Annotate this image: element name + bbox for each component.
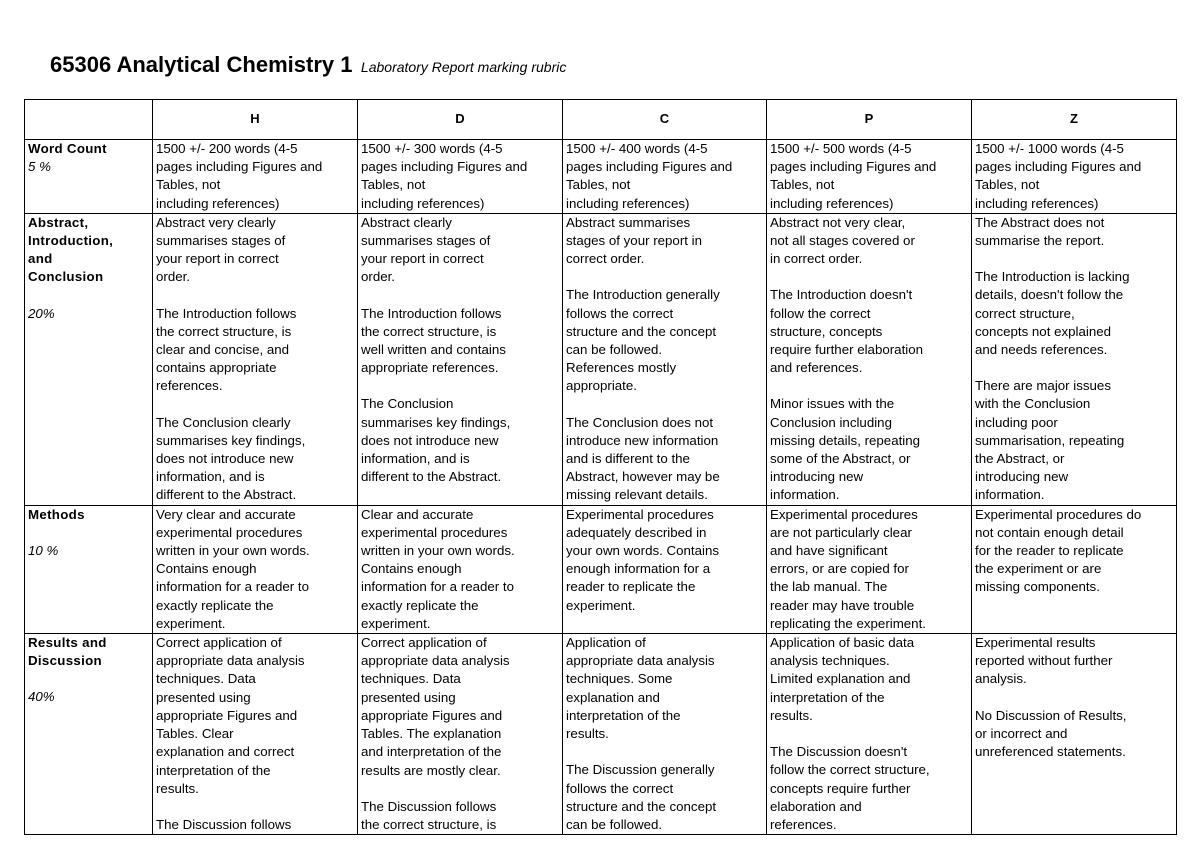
grade-header-h: H xyxy=(153,100,358,140)
rubric-row-word-count xyxy=(25,140,1177,214)
document-title: 65306 Analytical Chemistry 1 xyxy=(50,52,353,77)
descriptor-cell-d xyxy=(358,213,563,505)
discussion-descriptor: The Discussion follows xyxy=(156,816,292,832)
descriptor-cell-p xyxy=(767,213,972,505)
descriptor-text: Very clear and accurate experimental procedures written in your own words. Contains enough information for a reader to exactly replicate the experiment. xyxy=(156,506,310,631)
header-empty-cell xyxy=(25,100,153,140)
results-descriptor: Correct application of appropriate data analysis techniques. Data presented using appropriate Figures and Tables. The explanation and interpretation of the results are mostly clear. xyxy=(361,635,510,778)
descriptor-cell-d xyxy=(358,140,563,214)
criterion-weight: 20% xyxy=(28,305,55,321)
page-title xyxy=(50,52,566,78)
abstract-descriptor: Abstract summarises stages of your report in correct order. xyxy=(566,214,702,267)
descriptor-text: Experimental procedures adequately described in your own words. Contains enough information for a reader to replicate the experiment. xyxy=(566,506,719,613)
descriptor-text: 1500 +/- 1000 words (4-5 pages including Figures and Tables, not including references) xyxy=(975,141,1142,211)
descriptor-text: Clear and accurate experimental procedures written in your own words. Contains enough information for a reader to exactly replicate the experiment. xyxy=(361,506,515,631)
descriptor-text: 1500 +/- 500 words (4-5 pages including Figures and Tables, not including references) xyxy=(770,141,937,211)
conclusion-descriptor: The Conclusion clearly summarises key findings, does not introduce new information, and is different to the Abstract. xyxy=(156,414,306,503)
descriptor-cell-h xyxy=(153,213,358,505)
introduction-descriptor: The Introduction follows the correct structure, is clear and concise, and contains appropriate references. xyxy=(156,305,297,394)
introduction-descriptor: The Introduction generally follows the correct structure and the concept can be followed. References mostly appropriate. xyxy=(566,287,720,394)
descriptor-cell-h xyxy=(153,505,358,633)
descriptor-cell-p xyxy=(767,140,972,214)
grade-header-z: Z xyxy=(972,100,1177,140)
descriptor-text: Experimental procedures are not particularly clear and have significant errors, or are copied for the lab manual. The reader may have trouble replicating the experiment. xyxy=(770,506,926,631)
marking-rubric-table xyxy=(24,99,1177,835)
conclusion-descriptor: There are major issues with the Conclusion including poor summarisation, repeating the Abstract, or introducing new information. xyxy=(975,378,1125,503)
descriptor-cell-z xyxy=(972,140,1177,214)
descriptor-cell-d xyxy=(358,634,563,835)
results-descriptor: Application of appropriate data analysis techniques. Some explanation and interpretation of the results. xyxy=(566,635,715,742)
grade-header-d: D xyxy=(358,100,563,140)
criterion-cell xyxy=(25,634,153,835)
criterion-name: Word Count xyxy=(28,141,107,156)
criterion-weight: 10 % xyxy=(28,542,59,558)
descriptor-cell-p xyxy=(767,505,972,633)
introduction-descriptor: The Introduction doesn't follow the correct structure, concepts require further elaboration and references. xyxy=(770,287,924,376)
criterion-name: Abstract, Introduction, and Conclusion xyxy=(28,214,114,285)
abstract-descriptor: The Abstract does not summarise the report. xyxy=(975,214,1105,249)
conclusion-descriptor: The Conclusion does not introduce new information and is different to the Abstract, however may be missing relevant details. xyxy=(566,414,720,503)
criterion-weight: 40% xyxy=(28,689,55,705)
document-subtitle: Laboratory Report marking rubric xyxy=(360,59,567,75)
criterion-name: Methods xyxy=(28,506,85,522)
descriptor-cell-h xyxy=(153,140,358,214)
descriptor-cell-c xyxy=(563,213,767,505)
descriptor-cell-p xyxy=(767,634,972,835)
criterion-cell xyxy=(25,505,153,633)
discussion-descriptor: The Discussion doesn't follow the correct structure, concepts require further elaboration and references. xyxy=(770,744,930,832)
criterion-name: Results and Discussion xyxy=(28,635,107,669)
descriptor-cell-c xyxy=(563,634,767,835)
descriptor-cell-c xyxy=(563,505,767,633)
conclusion-descriptor: The Conclusion summarises key findings, does not introduce new information, and is different to the Abstract. xyxy=(361,396,511,485)
discussion-descriptor: No Discussion of Results, or incorrect and unreferenced statements. xyxy=(975,707,1127,760)
introduction-descriptor: The Introduction follows the correct structure, is well written and contains appropriate references. xyxy=(361,305,506,376)
descriptor-cell-z xyxy=(972,213,1177,505)
criterion-cell xyxy=(25,140,153,214)
grade-header-row xyxy=(25,100,1177,140)
rubric-row-abstract-introduction-conclusion xyxy=(25,213,1177,505)
descriptor-cell-h xyxy=(153,634,358,835)
introduction-descriptor: The Introduction is lacking details, doesn't follow the correct structure, concepts not explained and needs references. xyxy=(975,269,1130,358)
rubric-row-results-and-discussion xyxy=(25,634,1177,835)
abstract-descriptor: Abstract clearly summarises stages of your report in correct order. xyxy=(361,214,491,285)
rubric-row-methods xyxy=(25,505,1177,633)
criterion-weight: 5 % xyxy=(28,159,51,175)
descriptor-text: Experimental procedures do not contain enough detail for the reader to replicate the experiment or are missing components. xyxy=(975,506,1142,595)
grade-header-p: P xyxy=(767,100,972,140)
descriptor-cell-d xyxy=(358,505,563,633)
results-descriptor: Application of basic data analysis techniques. Limited explanation and interpretation of the results. xyxy=(770,635,915,723)
descriptor-cell-c xyxy=(563,140,767,214)
abstract-descriptor: Abstract very clearly summarises stages of your report in correct order. xyxy=(156,214,286,285)
descriptor-cell-z xyxy=(972,505,1177,633)
descriptor-cell-z xyxy=(972,634,1177,835)
discussion-descriptor: The Discussion generally follows the correct structure and the concept can be followed. xyxy=(566,762,717,832)
results-descriptor: Correct application of appropriate data analysis techniques. Data presented using appropriate Figures and Tables. Clear explanation and correct interpretation of the results. xyxy=(156,635,305,796)
abstract-descriptor: Abstract not very clear, not all stages covered or in correct order. xyxy=(770,214,915,267)
descriptor-text: 1500 +/- 200 words (4-5 pages including Figures and Tables, not including references) xyxy=(156,141,323,211)
discussion-descriptor: The Discussion follows the correct structure, is xyxy=(361,798,497,832)
criterion-cell xyxy=(25,213,153,505)
grade-header-c: C xyxy=(563,100,767,140)
descriptor-text: 1500 +/- 400 words (4-5 pages including Figures and Tables, not including references) xyxy=(566,141,733,211)
descriptor-text: 1500 +/- 300 words (4-5 pages including Figures and Tables, not including references) xyxy=(361,141,528,211)
results-descriptor: Experimental results reported without further analysis. xyxy=(975,635,1113,687)
conclusion-descriptor: Minor issues with the Conclusion including missing details, repeating some of the Abstract, or introducing new information. xyxy=(770,396,921,503)
